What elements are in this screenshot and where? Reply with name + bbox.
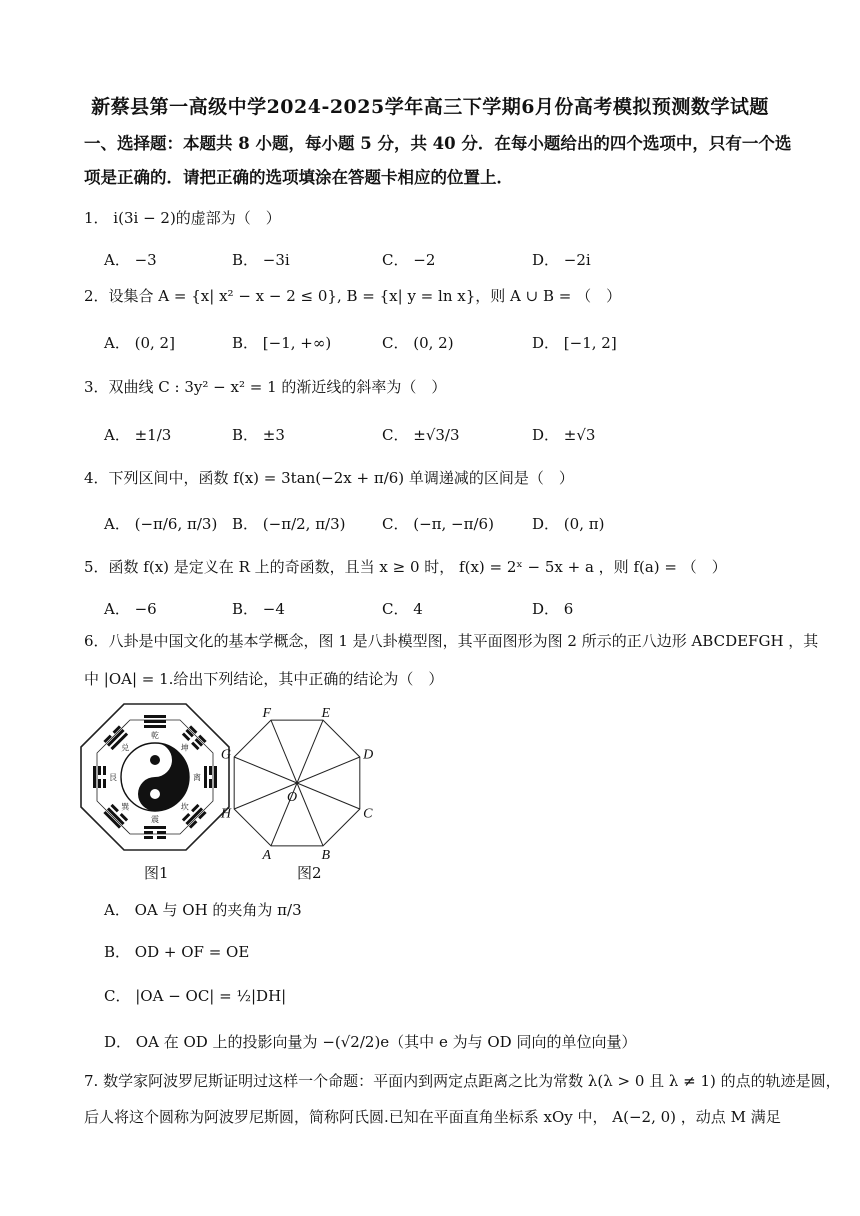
taiji-symbol [121,743,189,811]
q6-option-d[interactable]: D． OA 在 OD 上的投影向量为 −(√2/2)e（其中 e 为与 OD 同向的单位向量） [104,1033,637,1051]
option-c[interactable]: C． ±√3/3 [382,426,460,444]
option-d[interactable]: D． 6 [532,600,574,618]
page-title: 新蔡县第一高级中学2024-2025学年高三下学期6月份高考模拟预测数学试题 [91,96,769,118]
option-d[interactable]: D． [−1, 2] [532,334,617,352]
question-7-stem-line2: 后人将这个圆称为阿波罗尼斯圆，简称阿氏圆.已知在平面直角坐标系 xOy 中， A(−2, 0) ，动点 M 满足 [84,1108,781,1126]
option-b[interactable]: B． (−π/2, π/3) [232,515,346,533]
section-header-line1: 一、选择题：本题共 8 小题，每小题 5 分，共 40 分．在每小题给出的四个选项中，只有一个选 [84,134,792,153]
bagua-char: 艮 [109,773,117,782]
figure-1-label: 图1 [144,864,169,882]
octagon-figure [220,703,374,864]
bagua-char: 坎 [180,802,189,812]
vertex-label: D [363,747,374,763]
question-4-stem: 4．下列区间中，函数 f(x) = 3tan(−2x + π/6) 单调递减的区间是（ ） [84,469,574,487]
trigram [204,766,217,788]
bagua-char: 巽 [121,802,130,812]
vertex-label: C [363,806,373,822]
option-b[interactable]: B． ±3 [232,426,285,444]
bagua-char: 兑 [121,743,130,753]
figure-2-label: 图2 [297,864,322,882]
bagua-char: 震 [151,815,159,824]
vertex-label: E [321,705,331,721]
vertex-label: B [321,848,331,864]
bagua-char: 坤 [180,743,189,753]
trigram [144,826,166,839]
bagua-char: 乾 [151,731,159,740]
vertex-label: G [220,747,231,763]
trigram [93,766,106,788]
option-c[interactable]: C． −2 [382,251,436,269]
question-3-options [104,424,804,452]
option-c[interactable]: C． 4 [382,600,423,618]
question-2-options [104,332,804,360]
question-1-options [104,249,804,277]
question-5-stem: 5．函数 f(x) 是定义在 R 上的奇函数，且当 x ≥ 0 时， f(x) = 2ˣ − 5x + a ，则 f(a) = （ ） [84,558,727,576]
option-b[interactable]: B． −4 [232,600,285,618]
vertex-label: H [220,806,231,822]
center-label: O [287,790,298,805]
option-d[interactable]: D． (0, π) [532,515,605,533]
question-4-options [104,513,804,541]
section-header-line2: 项是正确的．请把正确的选项填涂在答题卡相应的位置上． [84,168,513,187]
option-a[interactable]: A． −6 [104,600,157,618]
question-7-stem-line1: 7. 数学家阿波罗尼斯证明过这样一个命题：平面内到两定点距离之比为常数 λ(λ > 0 且 λ ≠ 1) 的点的轨迹是圆， [84,1072,841,1090]
option-d[interactable]: D． −2i [532,251,591,269]
question-2-stem: 2．设集合 A = {x| x² − x − 2 ≤ 0}, B = {x| y = ln x}，则 A ∪ B = （ ） [84,287,622,305]
bagua-figure [80,703,230,851]
option-b[interactable]: B． [−1, +∞) [232,334,332,352]
option-c[interactable]: C． (−π, −π/6) [382,515,494,533]
q6-option-b[interactable]: B． OD + OF = OE [104,943,250,961]
option-b[interactable]: B． −3i [232,251,290,269]
question-1-stem: 1． i(3i − 2)的虚部为（ ） [84,209,281,227]
option-c[interactable]: C． (0, 2) [382,334,454,352]
q6-option-a[interactable]: A． OA 与 OH 的夹角为 π/3 [104,901,302,919]
question-6-stem-line2: 中 |OA| = 1.给出下列结论，其中正确的结论为（ ） [84,670,444,688]
question-3-stem: 3．双曲线 C : 3y² − x² = 1 的渐近线的斜率为（ ） [84,378,447,396]
option-a[interactable]: A． (0, 2] [104,334,175,352]
question-6-stem-line1: 6．八卦是中国文化的基本学概念，图 1 是八卦模型图，其平面图形为图 2 所示的正八边形 ABCDEFGH ，其 [84,632,819,650]
option-a[interactable]: A． −3 [104,251,157,269]
option-a[interactable]: A． (−π/6, π/3) [104,515,218,533]
bagua-char: 离 [193,773,201,782]
question-5-options [104,598,804,626]
vertex-label: F [262,705,272,721]
option-d[interactable]: D． ±√3 [532,426,596,444]
q6-option-c[interactable]: C． |OA − OC| = ½|DH| [104,987,287,1005]
trigram [144,715,166,728]
vertex-label: A [262,848,272,864]
option-a[interactable]: A． ±1/3 [104,426,172,444]
